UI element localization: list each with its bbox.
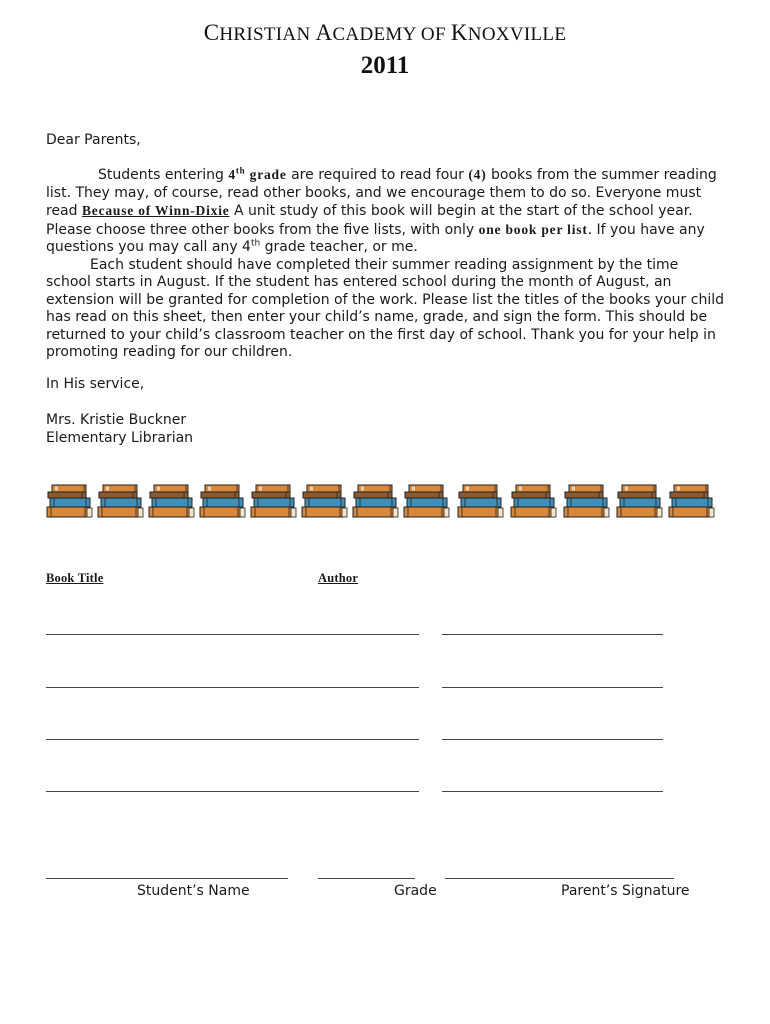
stacked-books-icon bbox=[352, 484, 400, 520]
greeting: Dear Parents, bbox=[46, 132, 141, 148]
student-name-label: Student’s Name bbox=[137, 883, 250, 899]
parent-signature-label: Parent’s Signature bbox=[561, 883, 690, 899]
signature-block bbox=[46, 412, 726, 447]
required-book-title: Because of Winn-Dixie bbox=[81, 203, 230, 218]
author-line-4[interactable] bbox=[442, 791, 663, 792]
stacked-books-icon bbox=[457, 484, 505, 520]
letter-body bbox=[46, 166, 726, 362]
student-name-line[interactable] bbox=[46, 878, 288, 879]
signer-title: Elementary Librarian bbox=[46, 429, 194, 446]
books-border bbox=[46, 484, 716, 520]
stacked-books-icon bbox=[97, 484, 145, 520]
grade-label: Grade bbox=[394, 883, 437, 899]
paragraph-2: Each student should have completed their summer reading assignment by the time school starts in August. If the student has entered school during the month of August, an extension will be granted for completion of the work. Please list the titles of the books your child has read on this sheet, then enter your child’s name, grade, and sign the form. This should be returned to your child’s classroom teacher on the first day of school. Thank you for your help in promoting reading for our children. bbox=[46, 256, 725, 360]
stacked-books-icon bbox=[148, 484, 196, 520]
stacked-books-icon bbox=[403, 484, 451, 520]
signer-name: Mrs. Kristie Buckner bbox=[46, 412, 187, 428]
parent-signature-line[interactable] bbox=[445, 878, 674, 879]
book-title-header: Book Title bbox=[46, 571, 104, 585]
stacked-books-icon bbox=[46, 484, 94, 520]
stacked-books-icon bbox=[301, 484, 349, 520]
author-line-3[interactable] bbox=[442, 739, 663, 740]
book-title-line-4[interactable] bbox=[46, 791, 419, 792]
author-line-1[interactable] bbox=[442, 634, 663, 635]
book-title-line-1[interactable] bbox=[46, 634, 419, 635]
stacked-books-icon bbox=[199, 484, 247, 520]
paragraph-1: Students entering 4th grade are required to read four (4) books from the summer reading list. They may, of course, read other books, and we encourage them to do so. Everyone must read Because of Winn-Dixie A unit study of this book will begin at the start of the school year. Please choose three other books from the five lists, with only one book per list. If you have any questions you may call any 4th grade teacher, or me. bbox=[46, 165, 717, 255]
author-line-2[interactable] bbox=[442, 687, 663, 688]
stacked-books-icon bbox=[616, 484, 664, 520]
closing: In His service, bbox=[46, 376, 145, 392]
stacked-books-icon bbox=[510, 484, 558, 520]
school-name: CHRISTIAN ACADEMY OF KNOXVILLE bbox=[203, 20, 567, 45]
grade-line[interactable] bbox=[318, 878, 415, 879]
author-header: Author bbox=[318, 571, 359, 585]
book-title-line-2[interactable] bbox=[46, 687, 419, 688]
stacked-books-icon bbox=[250, 484, 298, 520]
book-title-line-3[interactable] bbox=[46, 739, 419, 740]
year-heading: 2011 bbox=[360, 52, 410, 79]
stacked-books-icon bbox=[668, 484, 716, 520]
stacked-books-icon bbox=[563, 484, 611, 520]
